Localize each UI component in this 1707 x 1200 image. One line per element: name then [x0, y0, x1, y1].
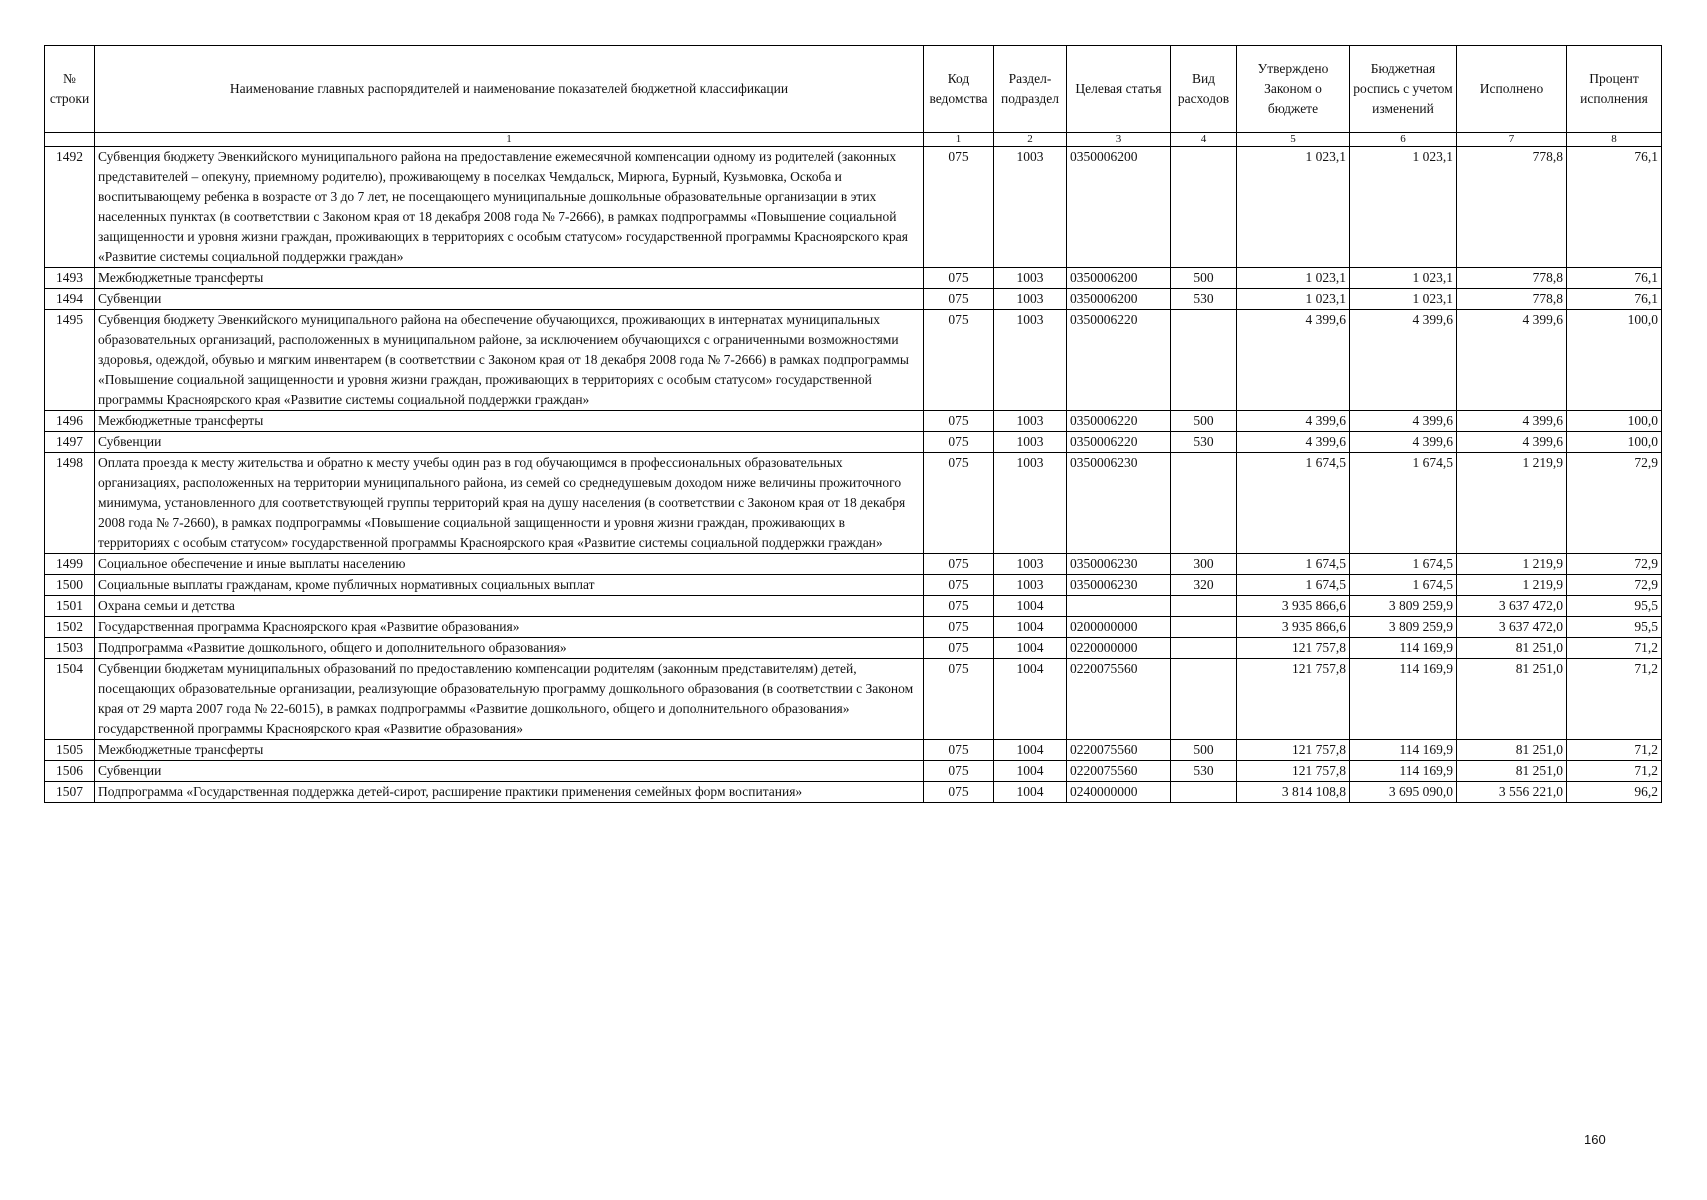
- target-article: 0350006230: [1067, 575, 1171, 596]
- header-executed: Исполнено: [1457, 46, 1567, 133]
- column-number: 2: [994, 133, 1067, 147]
- row-number: 1496: [45, 411, 95, 432]
- column-number: 8: [1567, 133, 1662, 147]
- executed-amount: 1 219,9: [1457, 554, 1567, 575]
- executed-amount: 4 399,6: [1457, 310, 1567, 411]
- row-name: Субвенции бюджетам муниципальных образований по предоставлению компенсации родителям (законным представителям) детей, посещающих образовательные организации, реализующие образовательную программу дошкольного образования (в соответствии с Законом края от 29 марта 2007 года № 22-6015), в рамках подпрограммы «Развитие дошкольного, общего и дополнительного образования» государственной программы Красноярского края «Развитие образования»: [95, 659, 924, 740]
- header-name: Наименование главных распорядителей и наименование показателей бюджетной классификации: [95, 46, 924, 133]
- executed-amount: 4 399,6: [1457, 411, 1567, 432]
- department-code: 075: [924, 268, 994, 289]
- table-row: [45, 596, 1662, 617]
- percent-executed: 76,1: [1567, 147, 1662, 268]
- section-code: 1003: [994, 147, 1067, 268]
- percent-executed: 100,0: [1567, 310, 1662, 411]
- approved-amount: 121 757,8: [1237, 659, 1350, 740]
- expense-type: [1171, 638, 1237, 659]
- expense-type: 320: [1171, 575, 1237, 596]
- roster-amount: 3 809 259,9: [1350, 596, 1457, 617]
- table-row: [45, 659, 1662, 740]
- budget-execution-table: [44, 45, 1662, 803]
- row-name: Субвенции: [95, 761, 924, 782]
- roster-amount: 1 023,1: [1350, 147, 1457, 268]
- table-row: [45, 432, 1662, 453]
- executed-amount: 81 251,0: [1457, 659, 1567, 740]
- table-row: [45, 147, 1662, 268]
- section-code: 1003: [994, 554, 1067, 575]
- expense-type: 530: [1171, 432, 1237, 453]
- executed-amount: 1 219,9: [1457, 453, 1567, 554]
- row-name: Межбюджетные трансферты: [95, 411, 924, 432]
- department-code: 075: [924, 453, 994, 554]
- table-row: [45, 554, 1662, 575]
- column-number: 7: [1457, 133, 1567, 147]
- row-number: 1497: [45, 432, 95, 453]
- row-name: Государственная программа Красноярского края «Развитие образования»: [95, 617, 924, 638]
- department-code: 075: [924, 432, 994, 453]
- department-code: 075: [924, 740, 994, 761]
- approved-amount: 3 814 108,8: [1237, 782, 1350, 803]
- expense-type: [1171, 782, 1237, 803]
- target-article: 0220000000: [1067, 638, 1171, 659]
- header-budget-roster: Бюджетная роспись с учетом изменений: [1350, 46, 1457, 133]
- target-article: 0220075560: [1067, 659, 1171, 740]
- column-number: 6: [1350, 133, 1457, 147]
- column-number-row: [45, 133, 1662, 147]
- approved-amount: 4 399,6: [1237, 310, 1350, 411]
- row-name: Подпрограмма «Развитие дошкольного, общего и дополнительного образования»: [95, 638, 924, 659]
- header-department-code: Код ведомства: [924, 46, 994, 133]
- section-code: 1003: [994, 310, 1067, 411]
- target-article: 0350006230: [1067, 554, 1171, 575]
- row-name: Межбюджетные трансферты: [95, 268, 924, 289]
- expense-type: 300: [1171, 554, 1237, 575]
- expense-type: [1171, 659, 1237, 740]
- department-code: 075: [924, 782, 994, 803]
- header-percent: Процент исполнения: [1567, 46, 1662, 133]
- target-article: 0350006200: [1067, 147, 1171, 268]
- table-row: [45, 310, 1662, 411]
- section-code: 1004: [994, 761, 1067, 782]
- section-code: 1004: [994, 659, 1067, 740]
- section-code: 1004: [994, 740, 1067, 761]
- row-number: 1505: [45, 740, 95, 761]
- roster-amount: 1 023,1: [1350, 268, 1457, 289]
- row-number: 1501: [45, 596, 95, 617]
- percent-executed: 72,9: [1567, 453, 1662, 554]
- column-number: [45, 133, 95, 147]
- approved-amount: 4 399,6: [1237, 432, 1350, 453]
- target-article: 0350006220: [1067, 411, 1171, 432]
- executed-amount: 1 219,9: [1457, 575, 1567, 596]
- target-article: [1067, 596, 1171, 617]
- column-number: 4: [1171, 133, 1237, 147]
- table-row: [45, 453, 1662, 554]
- executed-amount: 4 399,6: [1457, 432, 1567, 453]
- percent-executed: 76,1: [1567, 289, 1662, 310]
- expense-type: [1171, 617, 1237, 638]
- roster-amount: 3 809 259,9: [1350, 617, 1457, 638]
- target-article: 0220075560: [1067, 761, 1171, 782]
- target-article: 0200000000: [1067, 617, 1171, 638]
- column-number: 1: [95, 133, 924, 147]
- table-row: [45, 740, 1662, 761]
- row-number: 1499: [45, 554, 95, 575]
- row-name: Социальные выплаты гражданам, кроме публичных нормативных социальных выплат: [95, 575, 924, 596]
- row-number: 1503: [45, 638, 95, 659]
- roster-amount: 114 169,9: [1350, 638, 1457, 659]
- table-row: [45, 638, 1662, 659]
- row-name: Субвенция бюджету Эвенкийского муниципального района на предоставление ежемесячной компенсации одному из родителей (законных представителей – опекуну, приемному родителю), проживающему в поселках Чемдальск, Мирюга, Бурный, Кузьмовка, Оскоба и воспитывающему ребенка в возрасте от 3 до 7 лет, не посещающего муниципальные дошкольные образовательные организации в этих населенных пунктах (в соответствии с Законом края от 18 декабря 2008 года № 7-2666), в рамках подпрограммы «Повышение социальной защищенности и уровня жизни граждан, проживающих в территориях с особым статусом» государственной программы Красноярского края «Развитие системы социальной поддержки граждан»: [95, 147, 924, 268]
- roster-amount: 1 674,5: [1350, 554, 1457, 575]
- row-name: Субвенции: [95, 289, 924, 310]
- target-article: 0350006230: [1067, 453, 1171, 554]
- target-article: 0220075560: [1067, 740, 1171, 761]
- section-code: 1004: [994, 782, 1067, 803]
- target-article: 0350006220: [1067, 310, 1171, 411]
- table-row: [45, 268, 1662, 289]
- row-name: Оплата проезда к месту жительства и обратно к месту учебы один раз в год обучающимся в профессиональных образовательных организациях, расположенных на территории муниципального района, из семей со среднедушевым доходом ниже величины прожиточного минимума, установленного для соответствующей группы территорий края на душу населения (в соответствии с Законом края от 18 декабря 2008 года № 7-2660), в рамках подпрограммы «Повышение социальной защищенности и уровня жизни граждан, проживающих в территориях с особым статусом» государственной программы Красноярского края «Развитие системы социальной поддержки граждан»: [95, 453, 924, 554]
- department-code: 075: [924, 638, 994, 659]
- roster-amount: 1 023,1: [1350, 289, 1457, 310]
- roster-amount: 4 399,6: [1350, 432, 1457, 453]
- expense-type: [1171, 453, 1237, 554]
- executed-amount: 81 251,0: [1457, 638, 1567, 659]
- approved-amount: 1 023,1: [1237, 268, 1350, 289]
- percent-executed: 72,9: [1567, 575, 1662, 596]
- roster-amount: 1 674,5: [1350, 575, 1457, 596]
- percent-executed: 100,0: [1567, 432, 1662, 453]
- roster-amount: 114 169,9: [1350, 740, 1457, 761]
- expense-type: 530: [1171, 289, 1237, 310]
- row-number: 1507: [45, 782, 95, 803]
- approved-amount: 1 023,1: [1237, 289, 1350, 310]
- percent-executed: 71,2: [1567, 761, 1662, 782]
- target-article: 0350006200: [1067, 268, 1171, 289]
- roster-amount: 114 169,9: [1350, 761, 1457, 782]
- header-expense-type: Вид расходов: [1171, 46, 1237, 133]
- percent-executed: 96,2: [1567, 782, 1662, 803]
- row-number: 1493: [45, 268, 95, 289]
- roster-amount: 4 399,6: [1350, 411, 1457, 432]
- table-row: [45, 782, 1662, 803]
- row-name: Охрана семьи и детства: [95, 596, 924, 617]
- department-code: 075: [924, 310, 994, 411]
- roster-amount: 1 674,5: [1350, 453, 1457, 554]
- section-code: 1004: [994, 638, 1067, 659]
- page-number: 160: [1584, 1132, 1606, 1147]
- target-article: 0350006200: [1067, 289, 1171, 310]
- table-row: [45, 575, 1662, 596]
- executed-amount: 778,8: [1457, 147, 1567, 268]
- executed-amount: 3 637 472,0: [1457, 617, 1567, 638]
- executed-amount: 81 251,0: [1457, 740, 1567, 761]
- header-section: Раздел-подраздел: [994, 46, 1067, 133]
- expense-type: [1171, 147, 1237, 268]
- row-name: Субвенции: [95, 432, 924, 453]
- target-article: 0240000000: [1067, 782, 1171, 803]
- row-number: 1498: [45, 453, 95, 554]
- expense-type: [1171, 310, 1237, 411]
- approved-amount: 121 757,8: [1237, 761, 1350, 782]
- row-number: 1506: [45, 761, 95, 782]
- percent-executed: 76,1: [1567, 268, 1662, 289]
- section-code: 1003: [994, 575, 1067, 596]
- target-article: 0350006220: [1067, 432, 1171, 453]
- roster-amount: 3 695 090,0: [1350, 782, 1457, 803]
- row-name: Социальное обеспечение и иные выплаты населению: [95, 554, 924, 575]
- column-number: 5: [1237, 133, 1350, 147]
- expense-type: 500: [1171, 268, 1237, 289]
- expense-type: 530: [1171, 761, 1237, 782]
- table-row: [45, 617, 1662, 638]
- percent-executed: 71,2: [1567, 740, 1662, 761]
- table-row: [45, 411, 1662, 432]
- expense-type: 500: [1171, 740, 1237, 761]
- row-number: 1492: [45, 147, 95, 268]
- executed-amount: 81 251,0: [1457, 761, 1567, 782]
- column-number: 3: [1067, 133, 1171, 147]
- approved-amount: 3 935 866,6: [1237, 617, 1350, 638]
- percent-executed: 95,5: [1567, 617, 1662, 638]
- row-number: 1494: [45, 289, 95, 310]
- approved-amount: 1 674,5: [1237, 554, 1350, 575]
- department-code: 075: [924, 659, 994, 740]
- percent-executed: 72,9: [1567, 554, 1662, 575]
- row-name: Подпрограмма «Государственная поддержка детей-сирот, расширение практики применения семейных форм воспитания»: [95, 782, 924, 803]
- department-code: 075: [924, 617, 994, 638]
- department-code: 075: [924, 289, 994, 310]
- roster-amount: 4 399,6: [1350, 310, 1457, 411]
- approved-amount: 1 674,5: [1237, 453, 1350, 554]
- section-code: 1003: [994, 268, 1067, 289]
- table-row: [45, 761, 1662, 782]
- section-code: 1004: [994, 617, 1067, 638]
- executed-amount: 3 637 472,0: [1457, 596, 1567, 617]
- section-code: 1004: [994, 596, 1067, 617]
- roster-amount: 114 169,9: [1350, 659, 1457, 740]
- table-row: [45, 289, 1662, 310]
- row-name: Субвенция бюджету Эвенкийского муниципального района на обеспечение обучающихся, проживающих в интернатах муниципальных образовательных организаций, расположенных в муниципальном районе, за исключением обучающихся с ограниченными возможностями здоровья, одеждой, обувью и мягким инвентарем (в соответствии с Законом края от 18 декабря 2008 года № 7-2666) в рамках подпрограммы «Повышение социальной защищенности и уровня жизни граждан, проживающих в территориях с особым статусом» государственной программы Красноярского края «Развитие системы социальной поддержки граждан»: [95, 310, 924, 411]
- percent-executed: 71,2: [1567, 659, 1662, 740]
- percent-executed: 71,2: [1567, 638, 1662, 659]
- executed-amount: 778,8: [1457, 289, 1567, 310]
- percent-executed: 100,0: [1567, 411, 1662, 432]
- row-number: 1495: [45, 310, 95, 411]
- expense-type: [1171, 596, 1237, 617]
- department-code: 075: [924, 554, 994, 575]
- department-code: 075: [924, 147, 994, 268]
- row-number: 1500: [45, 575, 95, 596]
- section-code: 1003: [994, 453, 1067, 554]
- row-number: 1502: [45, 617, 95, 638]
- approved-amount: 1 674,5: [1237, 575, 1350, 596]
- approved-amount: 1 023,1: [1237, 147, 1350, 268]
- executed-amount: 3 556 221,0: [1457, 782, 1567, 803]
- expense-type: 500: [1171, 411, 1237, 432]
- percent-executed: 95,5: [1567, 596, 1662, 617]
- approved-amount: 121 757,8: [1237, 740, 1350, 761]
- department-code: 075: [924, 575, 994, 596]
- section-code: 1003: [994, 432, 1067, 453]
- department-code: 075: [924, 411, 994, 432]
- approved-amount: 4 399,6: [1237, 411, 1350, 432]
- header-row-number: № строки: [45, 46, 95, 133]
- department-code: 075: [924, 596, 994, 617]
- approved-amount: 3 935 866,6: [1237, 596, 1350, 617]
- executed-amount: 778,8: [1457, 268, 1567, 289]
- section-code: 1003: [994, 411, 1067, 432]
- header-approved: Утверждено Законом о бюджете: [1237, 46, 1350, 133]
- column-number: 1: [924, 133, 994, 147]
- table-header-row: [45, 46, 1662, 133]
- section-code: 1003: [994, 289, 1067, 310]
- row-number: 1504: [45, 659, 95, 740]
- header-target-article: Целевая статья: [1067, 46, 1171, 133]
- row-name: Межбюджетные трансферты: [95, 740, 924, 761]
- department-code: 075: [924, 761, 994, 782]
- approved-amount: 121 757,8: [1237, 638, 1350, 659]
